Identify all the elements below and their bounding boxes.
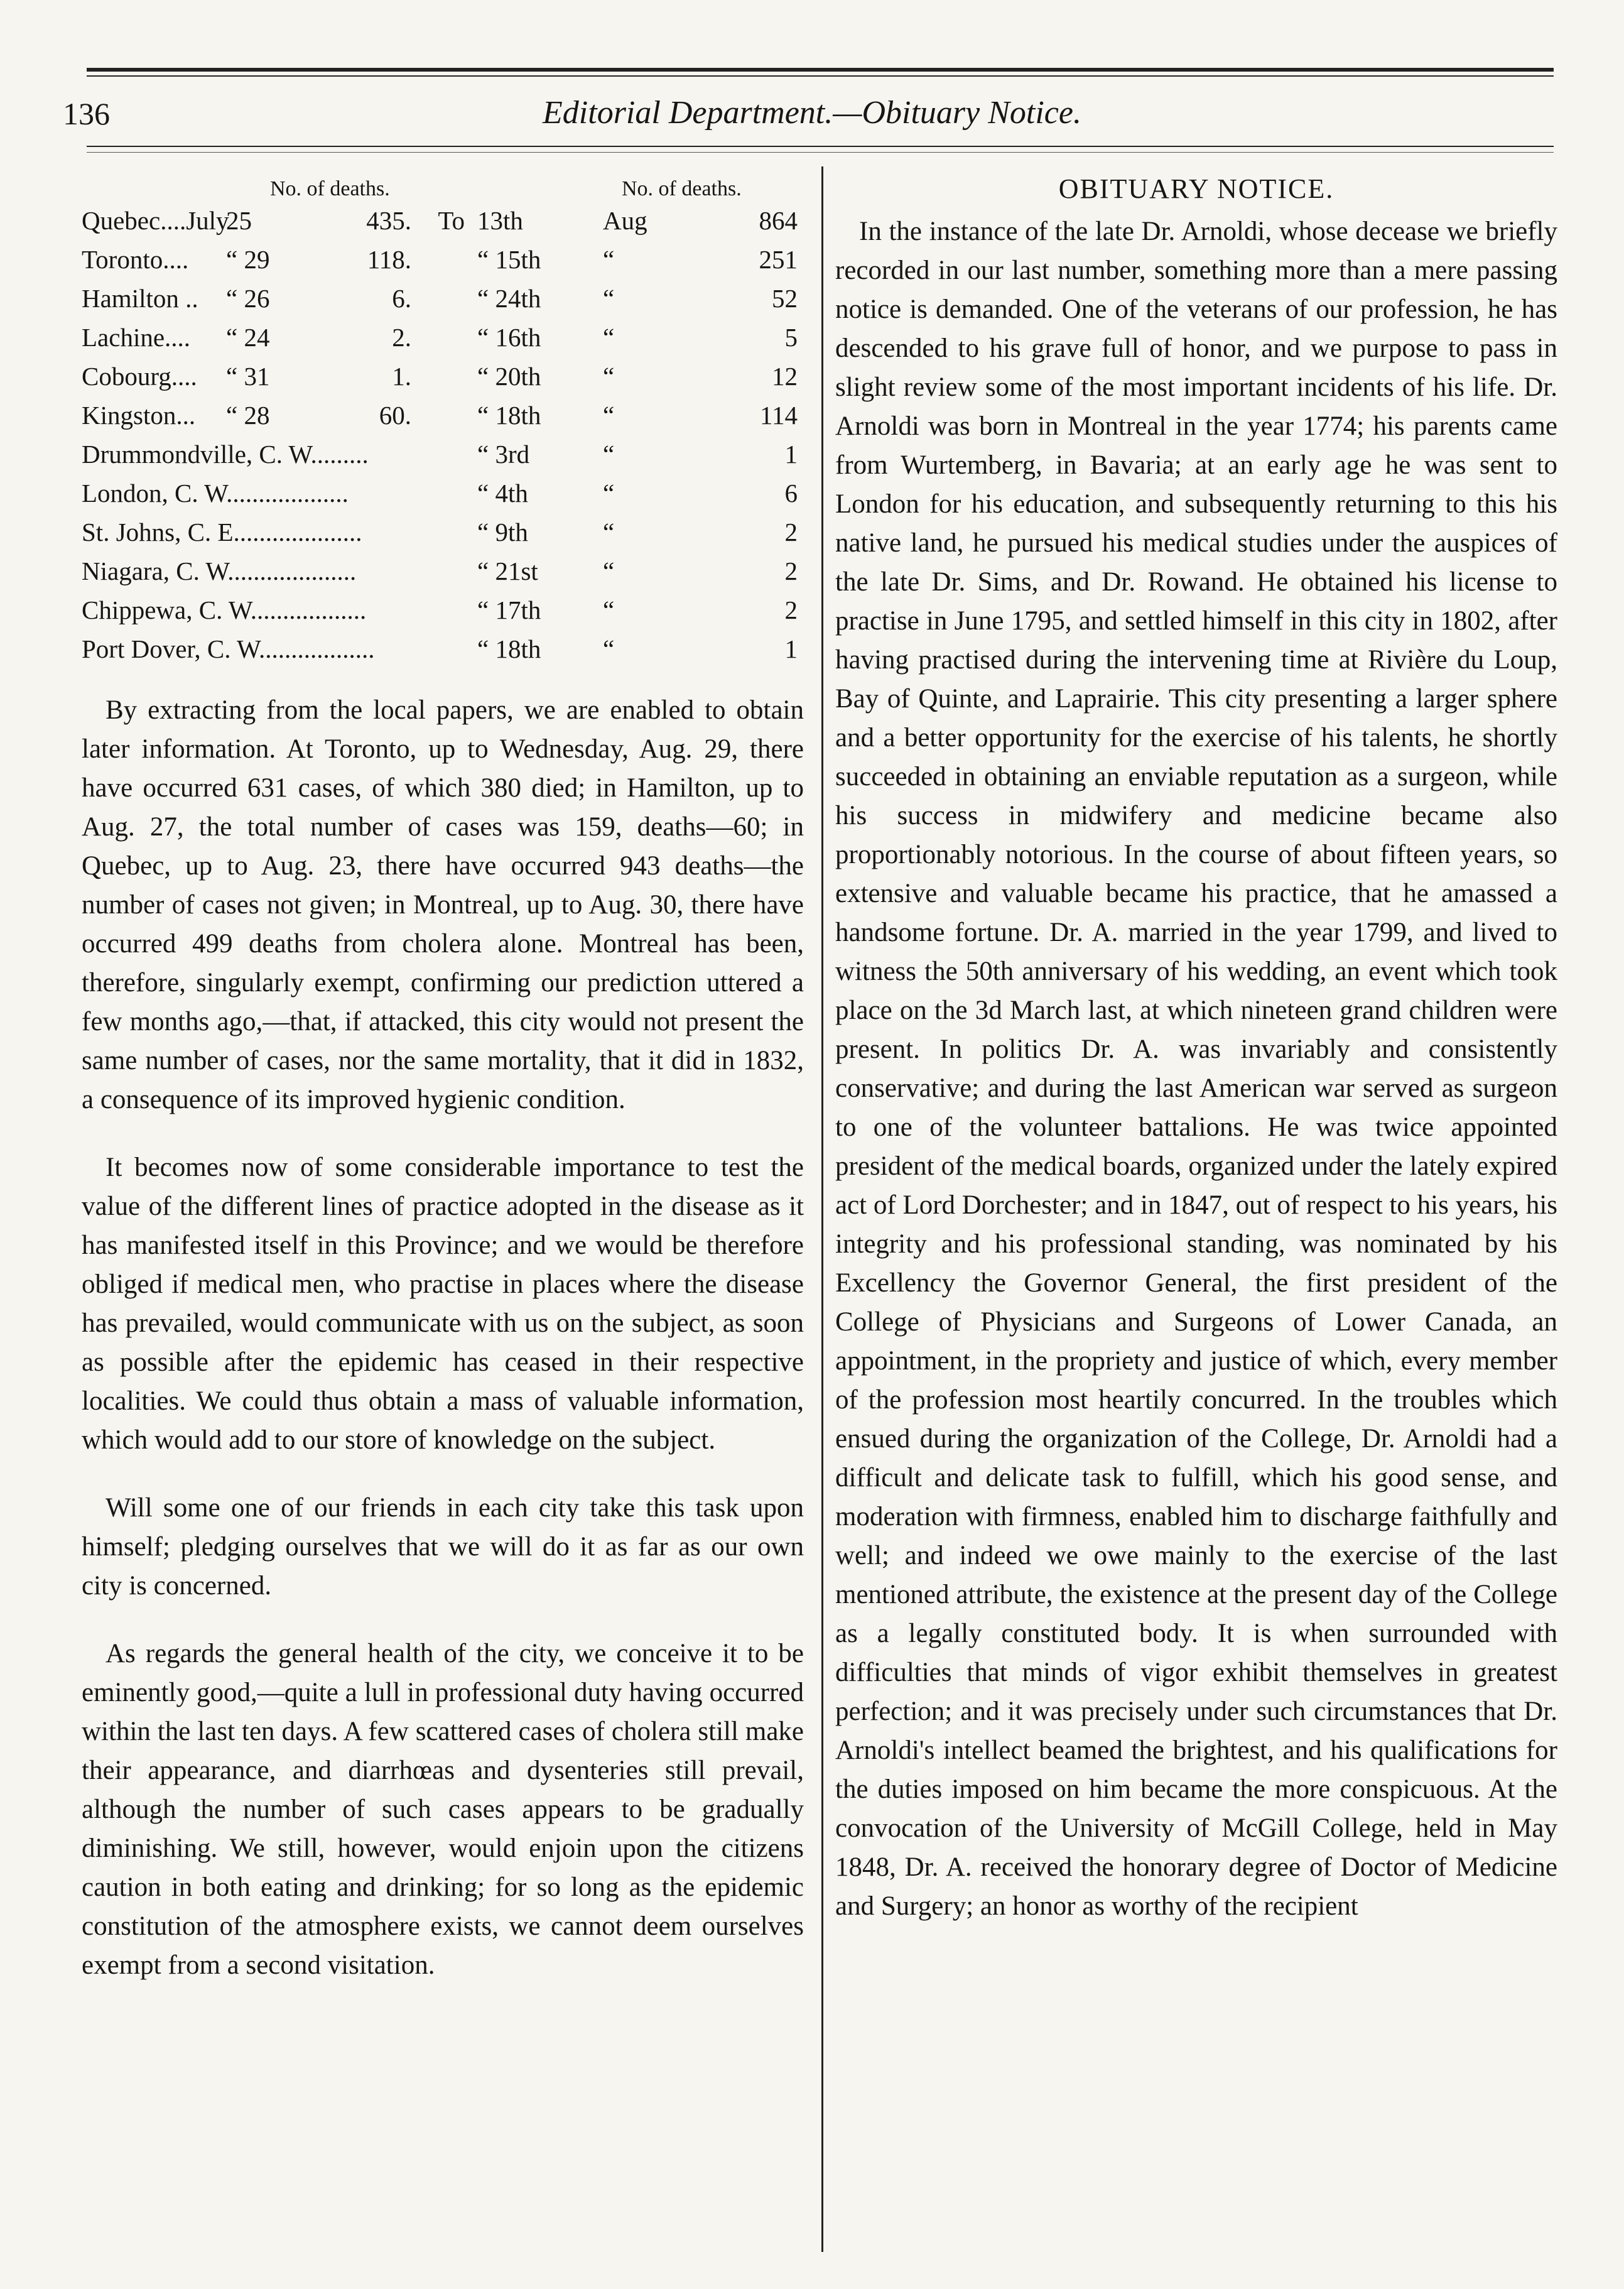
table-row bbox=[82, 279, 804, 318]
cell-d2: “ 15th bbox=[477, 245, 541, 274]
cell-d1: “ 24 bbox=[226, 323, 270, 352]
cell-n2: 52 bbox=[772, 284, 798, 313]
cell-dit: “ bbox=[603, 479, 615, 508]
cell-d2: “ 3rd bbox=[477, 440, 530, 469]
header-rule-thin bbox=[87, 152, 1554, 153]
cell-dit: “ bbox=[603, 518, 615, 546]
cell-city: Cobourg.... bbox=[82, 362, 197, 391]
cell-n1: 1. bbox=[392, 362, 411, 391]
col-head-left: No. of deaths. bbox=[270, 177, 390, 200]
cell-dit: “ bbox=[603, 284, 615, 313]
cell-city: Chippewa, C. W.................. bbox=[82, 595, 367, 624]
paragraph: Will some one of our friends in each city take this task upon himself; pledging ourselves that we will do it as far as our own city is concerned. bbox=[82, 1493, 804, 1601]
running-head: Editorial Department.—Obituary Notice. bbox=[543, 95, 1081, 131]
paragraph: It becomes now of some considerable importance to test the value of the different lines of practice adopted in the disease as it has manifested itself in this Province; and we would be therefore obliged if medical men, who practise in places where the disease has prevailed, would communicate with us on the subject, as soon as possible after the epidemic has ceased in their respective localities. We could thus obtain a mass of valuable information, which would add to our store of knowledge on the subject. bbox=[82, 1153, 804, 1455]
cell-city: London, C. W................... bbox=[82, 479, 349, 508]
table-row bbox=[82, 357, 804, 396]
cell-n2: 864 bbox=[759, 206, 798, 235]
table-rows bbox=[82, 201, 804, 668]
cell-d2: “ 18th bbox=[477, 401, 541, 430]
cell-dit: “ bbox=[603, 401, 615, 430]
cell-city: Lachine.... bbox=[82, 323, 191, 352]
cell-d2: “ 9th bbox=[477, 518, 528, 546]
paragraph: By extracting from the local papers, we are enabled to obtain later information. At Toronto, up to Wednesday, Aug. 29, there have occurred 631 cases, of which 380 died; in Hamilton, up to Aug. 27, the total number of cases was 159, deaths—60; in Quebec, up to Aug. 23, there have occurred 943 deaths—the number of cases not given; in Montreal, up to Aug. 30, there have occurred 499 deaths from cholera alone. Montreal has been, therefore, singularly exempt, confirming our prediction uttered a few months ago,—that, if attacked, this city would not present the same number of cases, nor the same mortality, that it did in 1832, a consequence of its improved hygienic condition. bbox=[82, 695, 804, 1114]
table-row bbox=[82, 396, 804, 435]
cell-n1: 6. bbox=[392, 284, 411, 313]
cell-d2: “ 17th bbox=[477, 595, 541, 624]
cell-city: Quebec....July bbox=[82, 206, 229, 235]
cell-d2: “ 21st bbox=[477, 557, 538, 585]
cell-city: Drummondville, C. W......... bbox=[82, 440, 369, 469]
cell-n1: 2. bbox=[392, 323, 411, 352]
cell-n2: 2 bbox=[784, 595, 798, 624]
cell-dit: “ bbox=[603, 634, 615, 663]
cell-d2: “ 24th bbox=[477, 284, 541, 313]
cell-dit: “ bbox=[603, 557, 615, 585]
top-rule-thin bbox=[87, 75, 1554, 77]
table-row bbox=[82, 318, 804, 357]
table-row bbox=[82, 513, 804, 552]
cell-dit: “ bbox=[603, 362, 615, 391]
cell-d1: “ 26 bbox=[226, 284, 270, 313]
cell-n1: 60. bbox=[379, 401, 411, 430]
table-row bbox=[82, 240, 804, 279]
cell-n2: 5 bbox=[784, 323, 798, 352]
cell-city: Toronto.... bbox=[82, 245, 189, 274]
cell-n2: 1 bbox=[784, 634, 798, 663]
table-row bbox=[82, 201, 804, 240]
cell-n1: 435. bbox=[366, 206, 411, 235]
table-row bbox=[82, 474, 804, 513]
cell-n2: 1 bbox=[784, 440, 798, 469]
table-row bbox=[82, 590, 804, 629]
right-column bbox=[835, 170, 1557, 1955]
cell-n1: 118. bbox=[367, 245, 411, 274]
table-header bbox=[82, 170, 804, 201]
table-row bbox=[82, 435, 804, 474]
cell-city: Hamilton .. bbox=[82, 284, 198, 313]
cell-n2: 251 bbox=[759, 245, 798, 274]
cell-n2: 114 bbox=[760, 401, 798, 430]
cholera-deaths-table bbox=[82, 170, 804, 668]
cell-d1: 25 bbox=[226, 206, 252, 235]
top-rule bbox=[87, 68, 1554, 72]
header-rule bbox=[87, 146, 1554, 147]
obituary-text: In the instance of the late Dr. Arnoldi, whose decease we briefly recorded in our last number, something more than a mere passing notice is demanded. One of the veterans of our profession, he has descended to his grave full of honor, and we purpose to pass in slight review some of the most important incidents of his life. Dr. Arnoldi was born in Montreal in the year 1774; his parents came from Wurtemberg, in Bavaria; at an early age he was sent to London for his education, and subsequently returning to this his native land, he pursued his medical studies under the auspices of the late Dr. Sims, and Dr. Rowand. He obtained his license to practise in June 1795, and settled himself in this city in 1802, after having practised during the intervening time at Rivière du Loup, Bay of Quinte, and Laprairie. This city presenting a larger sphere and a better opportunity for the exercise of his talents, he shortly succeeded in obtaining an enviable reputation as a surgeon, while his success in midwifery and medicine became also proportionably notorious. In the course of about fifteen years, so extensive and valuable became his practice, that he amassed a handsome fortune. Dr. A. married in the year 1799, and lived to witness the 50th anniversary of his wedding, an event which took place on the 3d March last, at which nineteen grand children were present. In politics Dr. A. was invariably and consistently conservative; and during the last American war served as surgeon to one of the volunteer battalions. He was twice appointed president of the medical boards, organized under the lately expired act of Lord Dorchester; and in 1847, out of respect to his years, his integrity and his professional standing, was nominated by his Excellency the Governor General, the first president of the College of Physicians and Surgeons of Lower Canada, an appointment, in the propriety and justice of which, every member of the profession most heartily concurred. In the troubles which ensued during the organization of the College, Dr. Arnoldi had a difficult and delicate task to fulfill, which his good sense, and moderation with firmness, enabled him to discharge faithfully and well; and indeed we owe mainly to the exercise of the last mentioned attribute, the existence at the present day of the College as a legally constituted body. It is when surrounded with difficulties that minds of vigor exhibit themselves in greatest perfection; and it was precisely under such circumstances that Dr. Arnoldi's intellect beamed the brightest, and his qualifications for the duties imposed on him became the more conspicuous. At the convocation of the University of McGill College, held in May 1848, Dr. A. received the honorary degree of Doctor of Medicine and Surgery; an honor as worthy of the recipient bbox=[835, 217, 1557, 1921]
table-row bbox=[82, 552, 804, 590]
cell-n2: 6 bbox=[784, 479, 798, 508]
cell-dit: Aug bbox=[603, 206, 647, 235]
cell-dit: “ bbox=[603, 323, 615, 352]
cell-to: To bbox=[438, 206, 465, 235]
cell-city: St. Johns, C. E.................... bbox=[82, 518, 362, 546]
cell-d1: “ 29 bbox=[226, 245, 270, 274]
cell-city: Niagara, C. W.................... bbox=[82, 557, 357, 585]
paragraph: As regards the general health of the city, we conceive it to be eminently good,—quite a lull in professional duty having occurred within the last ten days. A few scattered cases of cholera still make their appearance, and diarrhœas and dysenteries still prevail, although the number of such cases appears to be gradually diminishing. We still, however, would enjoin upon the citizens caution in both eating and drinking; for so long as the epidemic constitution of the atmosphere exists, we cannot deem ourselves exempt from a second visitation. bbox=[82, 1639, 804, 1980]
cell-d2: 13th bbox=[477, 206, 523, 235]
cell-city: Kingston... bbox=[82, 401, 196, 430]
cell-dit: “ bbox=[603, 595, 615, 624]
cell-n2: 2 bbox=[784, 518, 798, 546]
cell-d2: “ 20th bbox=[477, 362, 541, 391]
left-column bbox=[82, 170, 804, 2014]
cell-dit: “ bbox=[603, 245, 615, 274]
obituary-title: OBITUARY NOTICE. bbox=[1058, 173, 1334, 204]
cell-n2: 2 bbox=[784, 557, 798, 585]
cell-d1: “ 31 bbox=[226, 362, 270, 391]
cell-city: Port Dover, C. W.................. bbox=[82, 634, 375, 663]
cell-d2: “ 16th bbox=[477, 323, 541, 352]
table-row bbox=[82, 629, 804, 668]
left-paragraphs bbox=[82, 691, 804, 1985]
column-divider bbox=[821, 166, 823, 2252]
cell-n2: 12 bbox=[772, 362, 798, 391]
col-head-right: No. of deaths. bbox=[622, 177, 742, 200]
cell-d2: “ 18th bbox=[477, 634, 541, 663]
page-number: 136 bbox=[63, 96, 110, 131]
cell-dit: “ bbox=[603, 440, 615, 469]
cell-d2: “ 4th bbox=[477, 479, 528, 508]
cell-d1: “ 28 bbox=[226, 401, 270, 430]
